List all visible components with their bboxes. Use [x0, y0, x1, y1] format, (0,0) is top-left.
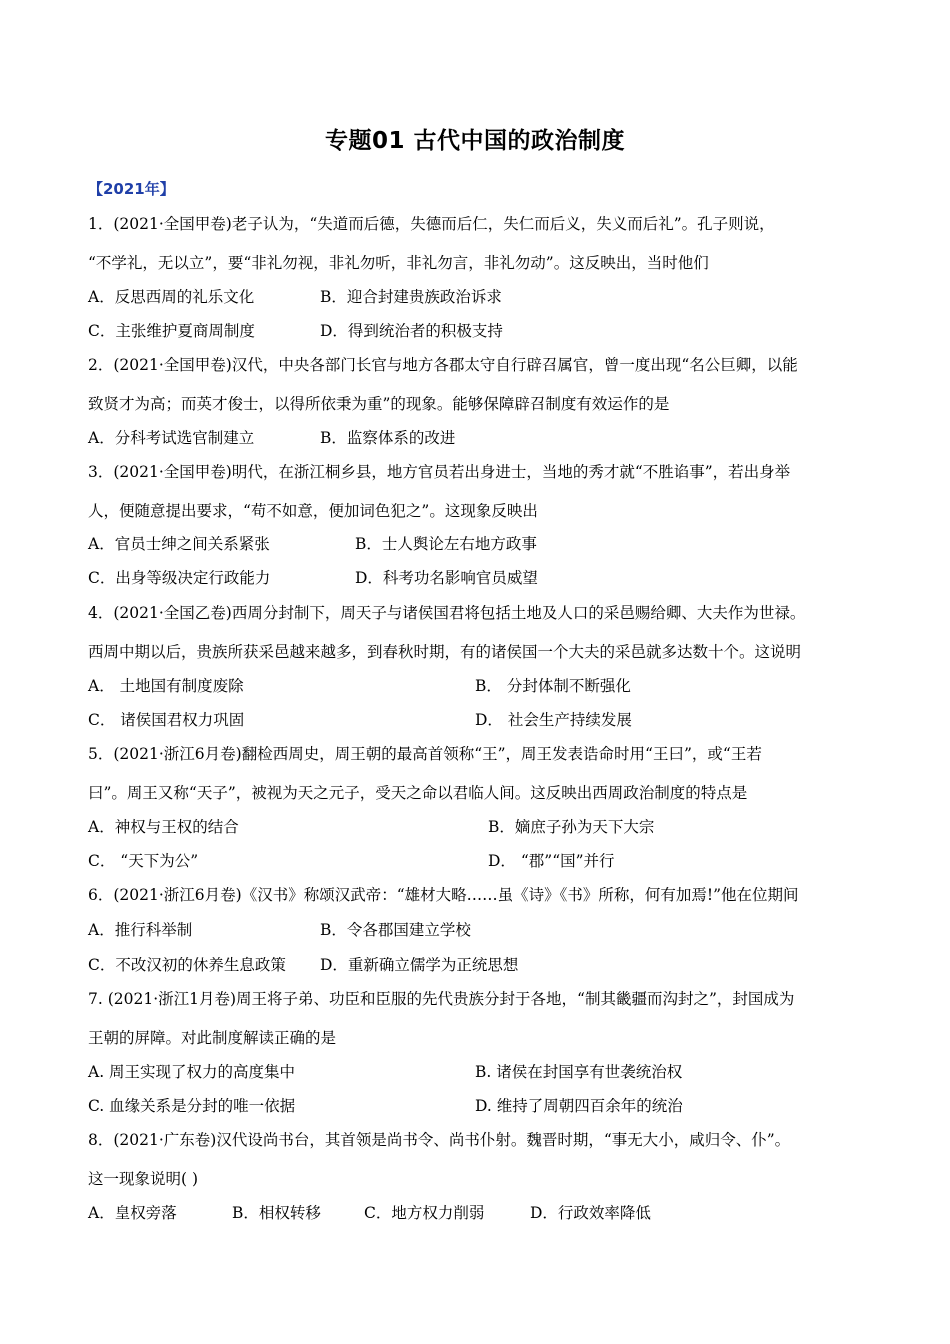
year-tag: 【2021年】 — [88, 180, 175, 198]
question-6-line-1: 6．(2021·浙江6月卷)《汉书》称颂汉武帝：“雄材大略……虽《诗》《书》所称，何有加焉!”他在位期间 — [88, 886, 799, 904]
question-3-line-2: 人，便随意提出要求，“苟不如意，便加词色犯之”。这现象反映出 — [88, 502, 538, 520]
question-5-option-b: B．嫡庶子孙为天下大宗 — [488, 818, 655, 836]
question-4-option-b: B． 分封体制不断强化 — [475, 677, 631, 695]
question-7-option-c: C. 血缘关系是分封的唯一依据 — [88, 1097, 296, 1115]
question-7-line-1: 7. (2021·浙江1月卷)周王将子弟、功臣和臣服的先代贵族分封于各地，“制其畿疆而沟封之”，封国成为 — [88, 990, 795, 1008]
question-1-option-b: B．迎合封建贵族政治诉求 — [320, 288, 502, 306]
question-1-option-d: D．得到统治者的积极支持 — [320, 322, 503, 340]
question-5-option-c: C． “天下为公” — [88, 852, 199, 870]
question-3-option-a: A．官员士绅之间关系紧张 — [88, 535, 270, 553]
question-6-option-b: B．令各郡国建立学校 — [320, 921, 471, 939]
question-4-line-2: 西周中期以后，贵族所获采邑越来越多，到春秋时期，有的诸侯国一个大夫的采邑就多达数十个。这说明 — [88, 643, 802, 661]
question-6-option-d: D．重新确立儒学为正统思想 — [320, 956, 519, 974]
question-7-option-b: B. 诸侯在封国享有世袭统治权 — [475, 1063, 683, 1081]
question-1-line-2: “不学礼，无以立”，要“非礼勿视，非礼勿听，非礼勿言，非礼勿动”。这反映出，当时他们 — [88, 254, 709, 272]
question-1-option-a: A．反思西周的礼乐文化 — [88, 288, 255, 306]
question-7-line-2: 王朝的屏障。对此制度解读正确的是 — [88, 1029, 337, 1047]
question-8-line-2: 这一现象说明( ) — [88, 1170, 199, 1188]
question-8-option-c: C．地方权力削弱 — [364, 1204, 485, 1222]
question-2-option-b: B．监察体系的改进 — [320, 429, 456, 447]
question-4-line-1: 4．(2021·全国乙卷)西周分封制下，周天子与诸侯国君将包括土地及人口的采邑赐给卿、大夫作为世禄。 — [88, 604, 806, 622]
question-3-option-b: B．士人舆论左右地方政事 — [355, 535, 537, 553]
question-5-option-d: D． “郡”“国”并行 — [488, 852, 615, 870]
question-3-line-1: 3．(2021·全国甲卷)明代，在浙江桐乡县，地方官员若出身进士，当地的秀才就“不胜谄事”，若出身举 — [88, 463, 791, 481]
question-7-option-d: D. 维持了周朝四百余年的统治 — [475, 1097, 683, 1115]
question-3-option-d: D．科考功名影响官员威望 — [355, 569, 538, 587]
question-6-option-c: C．不改汉初的休养生息政策 — [88, 956, 286, 974]
question-1-line-1: 1．(2021·全国甲卷)老子认为，“失道而后德，失德而后仁，失仁而后义，失义而后礼”。孔子则说， — [88, 215, 775, 233]
question-8-option-a: A．皇权旁落 — [88, 1204, 177, 1222]
question-5-option-a: A．神权与王权的结合 — [88, 818, 239, 836]
question-4-option-a: A． 土地国有制度废除 — [88, 677, 244, 695]
question-4-option-c: C． 诸侯国君权力巩固 — [88, 711, 245, 729]
question-7-option-a: A. 周王实现了权力的高度集中 — [88, 1063, 296, 1081]
question-4-option-d: D． 社会生产持续发展 — [475, 711, 632, 729]
question-2-line-2: 致贤才为高；而英才俊士，以得所依秉为重”的现象。能够保障辟召制度有效运作的是 — [88, 395, 670, 413]
question-1-option-c: C．主张维护夏商周制度 — [88, 322, 255, 340]
question-8-line-1: 8．(2021·广东卷)汉代设尚书台，其首领是尚书令、尚书仆射。魏晋时期，“事无大小，咸归令、仆”。 — [88, 1131, 791, 1149]
question-6-option-a: A．推行科举制 — [88, 921, 193, 939]
question-8-option-b: B．相权转移 — [232, 1204, 321, 1222]
question-3-option-c: C．出身等级决定行政能力 — [88, 569, 271, 587]
question-8-option-d: D．行政效率降低 — [530, 1204, 651, 1222]
question-2-line-1: 2．(2021·全国甲卷)汉代，中央各部门长官与地方各郡太守自行辟召属官，曾一度出现“名公巨卿，以能 — [88, 356, 798, 374]
question-5-line-2: 曰”。周王又称“天子”，被视为天之元子，受天之命以君临人间。这反映出西周政治制度的特点是 — [88, 784, 748, 802]
question-5-line-1: 5．(2021·浙江6月卷)翻检西周史，周王朝的最高首领称“王”，周王发表诰命时用“王曰”，或“王若 — [88, 745, 762, 763]
page-title: 专题01 古代中国的政治制度 — [324, 128, 625, 154]
question-2-option-a: A．分科考试选官制建立 — [88, 429, 255, 447]
